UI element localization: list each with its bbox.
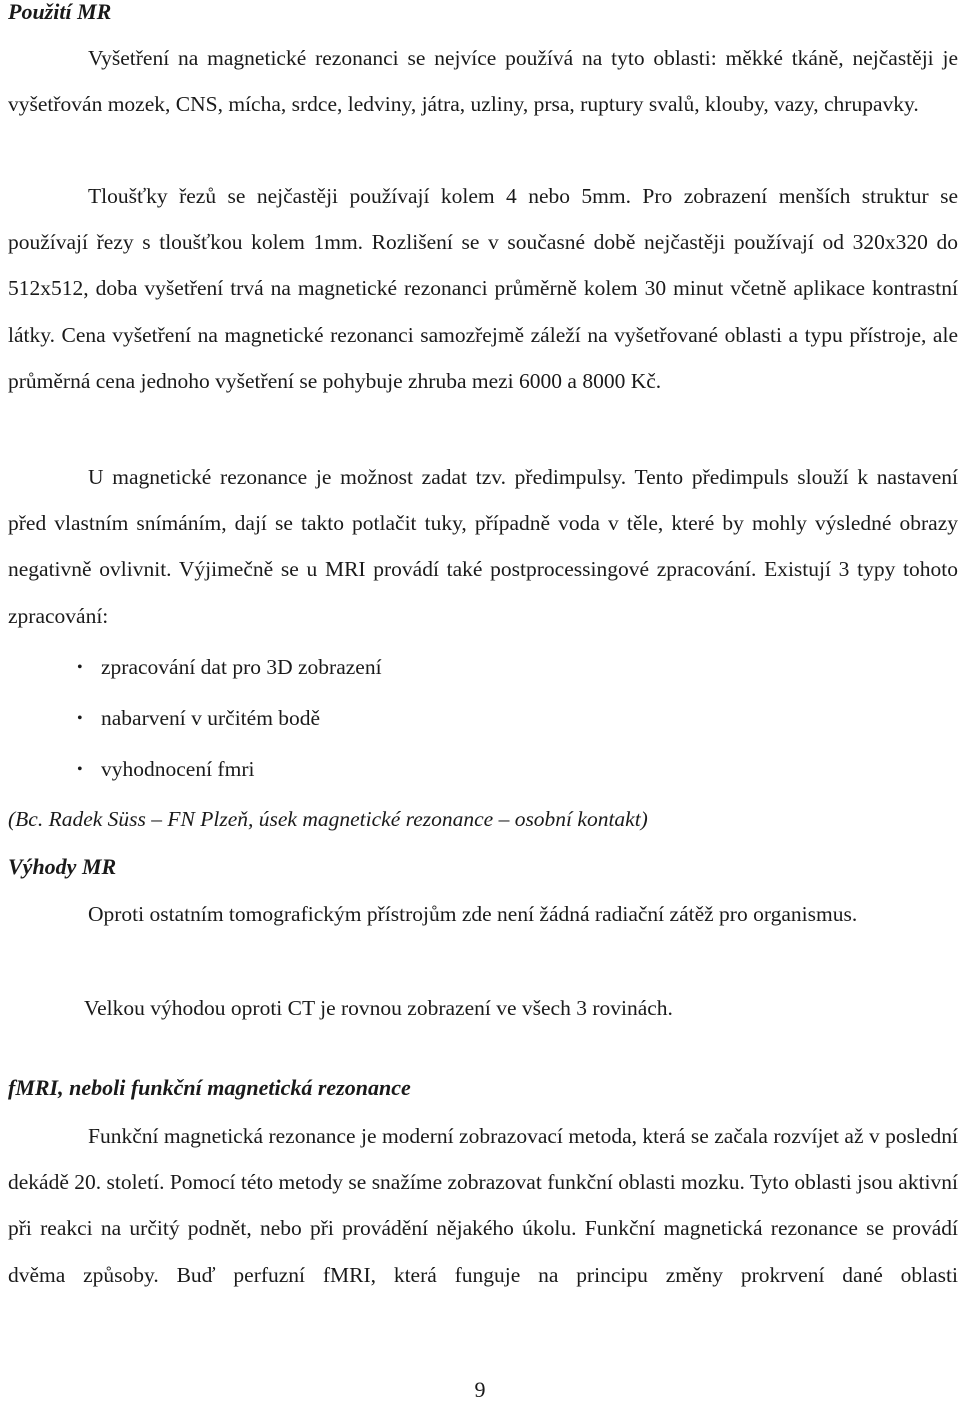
citation: (Bc. Radek Süss – FN Plzeň, úsek magnetické rezonance – osobní kontakt) bbox=[8, 807, 648, 831]
paragraph-vyhody-2: Velkou výhodou oproti CT je rovnou zobrazení ve všech 3 rovinách. bbox=[84, 996, 673, 1020]
paragraph-vyhody-1: Oproti ostatním tomografickým přístrojům zde není žádná radiační zátěž pro organismus. bbox=[88, 902, 858, 926]
list-item-text: zpracování dat pro 3D zobrazení bbox=[101, 655, 382, 679]
bullet-icon: • bbox=[77, 761, 83, 778]
paragraph-pouziti-2: Tloušťky řezů se nejčastěji používají kolem 4 nebo 5mm. Pro zobrazení menších struktur se používají řezy s tloušťkou kolem 1mm. Rozlišení se v současné době nejčastěji používají od 320x320 do 512x512, doba vyšetření trvá na magnetické rezonanci průměrně kolem 30 minut včetně aplikace kontrastní látky. Cena vyšetření na magnetické rezonanci samozřejmě záleží na vyšetřované oblasti a typu přístroje, ale průměrná cena jednoho vyšetření se pohybuje zhruba mezi 6000 a 8000 Kč. bbox=[8, 184, 958, 393]
list-item-text: nabarvení v určitém bodě bbox=[101, 706, 321, 730]
section-heading-pouziti: Použití MR bbox=[8, 0, 112, 24]
bullet-icon: • bbox=[77, 659, 83, 676]
processing-types-list bbox=[8, 642, 958, 795]
page-number: 9 bbox=[474, 1377, 486, 1402]
list-item bbox=[8, 693, 958, 744]
paragraph-fmri-1: Funkční magnetická rezonance je moderní zobrazovací metoda, která se začala rozvíjet až v poslední dekádě 20. století. Pomocí této metody se snažíme zobrazovat funkční oblasti mozku. Tyto oblasti jsou aktivní při reakci na určitý podnět, nebo při provádění nějakého úkolu. Funkční magnetická rezonance se provádí dvěma způsoby. Buď perfuzní fMRI, která funguje na principu změny prokrvení dané oblasti bbox=[8, 1124, 958, 1287]
paragraph-pouziti-1: Vyšetření na magnetické rezonanci se nejvíce používá na tyto oblasti: měkké tkáně, nejčastěji je vyšetřován mozek, CNS, mícha, srdce, ledviny, játra, uzliny, prsa, ruptury svalů, klouby, vazy, chrupavky. bbox=[8, 46, 958, 117]
list-item-text: vyhodnocení fmri bbox=[101, 757, 255, 781]
paragraph-pouziti-3: U magnetické rezonance je možnost zadat tzv. předimpulsy. Tento předimpuls slouží k nastavení před vlastním snímáním, dají se takto potlačit tuky, případně voda v těle, které by mohly výsledné obrazy negativně ovlivnit. Výjimečně se u MRI provádí také postprocessingové zpracování. Existují 3 typy tohoto zpracování: bbox=[8, 465, 958, 628]
section-heading-vyhody: Výhody MR bbox=[8, 854, 117, 879]
bullet-icon: • bbox=[77, 710, 83, 727]
list-item bbox=[8, 642, 958, 693]
section-heading-fmri: fMRI, neboli funkční magnetická rezonance bbox=[8, 1075, 411, 1100]
list-item bbox=[8, 744, 958, 795]
